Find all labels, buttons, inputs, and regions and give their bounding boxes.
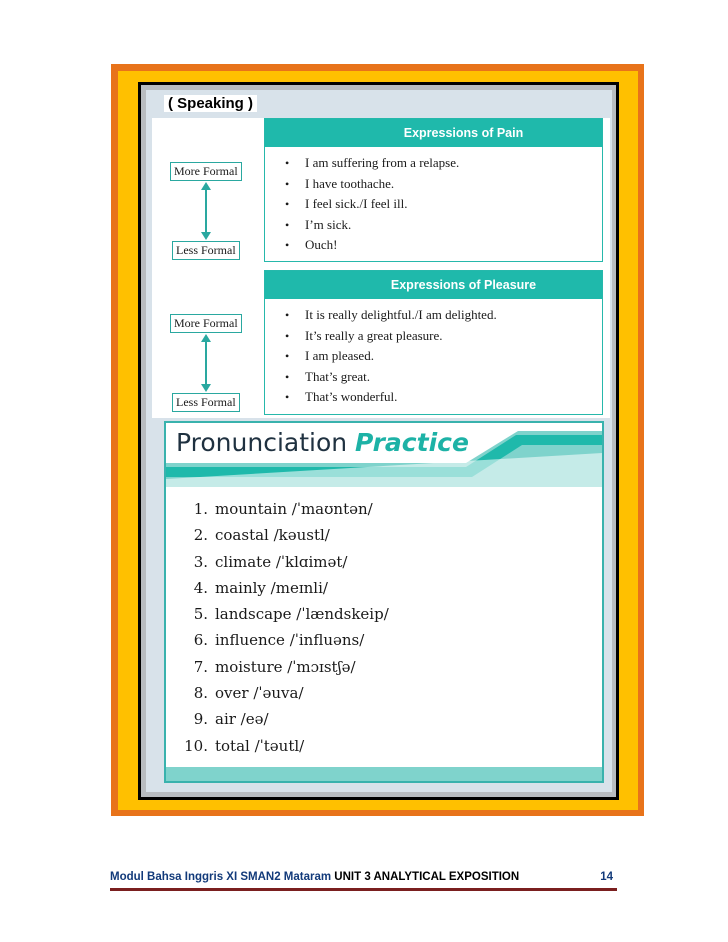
list-item: • That’s wonderful. (285, 389, 398, 404)
page-footer (110, 869, 617, 891)
pain-list (265, 147, 602, 256)
module-name: Modul Bahsa Inggris XI SMAN2 Mataram (110, 871, 335, 883)
list-item: • It’s really a great pleasure. (285, 327, 443, 343)
footer-text (110, 871, 519, 883)
less-formal-label: Less Formal (172, 393, 240, 412)
pronunciation-title: Pronunciation Practice (176, 428, 469, 457)
speaking-label: ( Speaking ) (164, 95, 257, 112)
list-item: • I’m sick. (285, 216, 352, 232)
list-item: • I am suffering from a relapse. (285, 155, 460, 170)
pronunciation-panel (164, 421, 604, 783)
formality-arrow-icon (198, 182, 214, 240)
less-formal-label: Less Formal (172, 241, 240, 260)
list-item: • Ouch! (285, 237, 338, 252)
list-item: 1. mountain /ˈmaʊntən/ (193, 500, 373, 518)
list-item: 6. influence /ˈinfluəns/ (193, 631, 365, 650)
pleasure-list (265, 299, 602, 408)
pleasure-header: Expressions of Pleasure (265, 271, 602, 299)
list-item: 8. over /ˈəuva/ (193, 684, 304, 703)
page-number: 14 (600, 871, 613, 883)
pain-header: Expressions of Pain (265, 119, 602, 147)
list-item: • I feel sick./I feel ill. (285, 196, 408, 211)
list-item: 7. moisture /ˈmɔɪstʃə/ (193, 657, 356, 676)
list-item: • It is really delightful./I am delighted. (285, 307, 497, 322)
unit-title: UNIT 3 ANALYTICAL EXPOSITION (334, 871, 520, 883)
list-item: • That’s great. (285, 368, 370, 384)
list-item: 4. mainly /meɪnli/ (193, 578, 328, 597)
list-item: 10. total /ˈtəutl/ (184, 736, 305, 755)
pleasure-expressions-panel (264, 270, 603, 415)
pain-expressions-panel (264, 118, 603, 262)
pronunciation-footer-strip (166, 767, 602, 781)
list-item: • I have toothache. (285, 175, 395, 191)
more-formal-label: More Formal (170, 314, 242, 333)
list-item: 9. air /eə/ (193, 710, 269, 729)
list-item: • I am pleased. (285, 348, 374, 363)
list-item: 2. coastal /kəustl/ (193, 526, 330, 545)
list-item: 5. landscape /ˈlændskeip/ (193, 605, 389, 624)
list-item: 3. climate /ˈklɑimət/ (193, 552, 348, 571)
pronunciation-list (178, 496, 389, 759)
more-formal-label: More Formal (170, 162, 242, 181)
formality-arrow-icon (198, 334, 214, 392)
